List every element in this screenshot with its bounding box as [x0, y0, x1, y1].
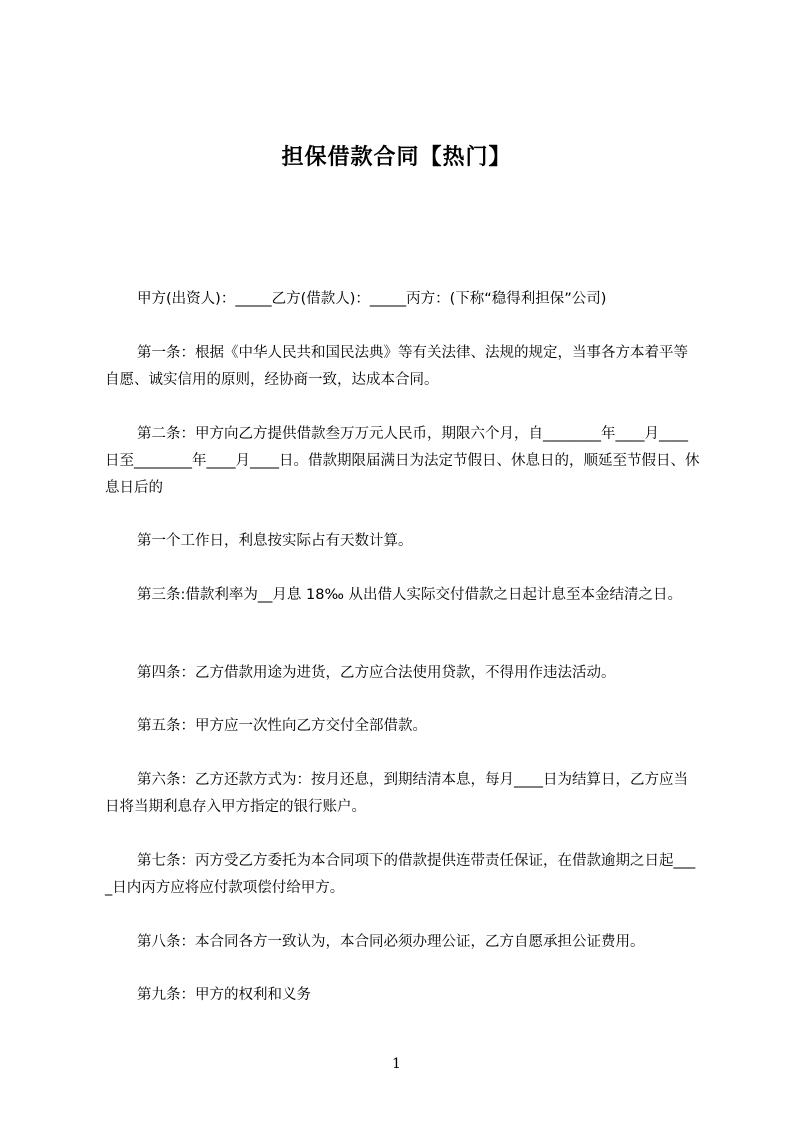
clause-1: 第一条：根据《中华人民共和国民法典》等有关法律、法规的规定，当事各方本着平等自愿、诚实信用的原则，经协商一致，达成本合同。 [105, 345, 688, 388]
clause-6: 第六条：乙方还款方式为：按月还息，到期结清本息，每月____日为结算日，乙方应当日将当期利息存入甲方指定的银行账户。 [105, 772, 688, 815]
clause-3: 第三条:借款利率为__月息 18‰ 从出借人实际交付借款之日起计息至本金结清之日。 [137, 587, 683, 603]
clause-4: 第四条：乙方借款用途为进货，乙方应合法使用贷款，不得用作违法活动。 [137, 665, 616, 681]
clause-8: 第八条：本合同各方一致认为，本合同必须办理公证，乙方自愿承担公证费用。 [137, 934, 645, 950]
clause-9: 第九条：甲方的权利和义务 [137, 987, 311, 1003]
clause-2-continued: 第一个工作日，利息按实际占有天数计算。 [137, 533, 413, 549]
clause-7: 第七条：丙方受乙方委托为本合同项下的借款提供连带责任保证，在借款逾期之日起____日内丙方应将应付款项偿付给甲方。 [105, 853, 696, 896]
page-number: 1 [392, 1056, 401, 1072]
document-title: 担保借款合同【热门】 [281, 145, 512, 170]
parties-line: 甲方(出资人)：_____乙方(借款人)：_____丙方：(下称“稳得利担保”公司) [137, 291, 607, 307]
clause-5: 第五条：甲方应一次性向乙方交付全部借款。 [137, 718, 427, 734]
clause-2: 第二条：甲方向乙方提供借款叁万万元人民币，期限六个月，自________年____月____日至________年____月____日。借款期限届满日为法定节假日、休息日的，顺延至节假日、休息日后的 [105, 426, 700, 496]
